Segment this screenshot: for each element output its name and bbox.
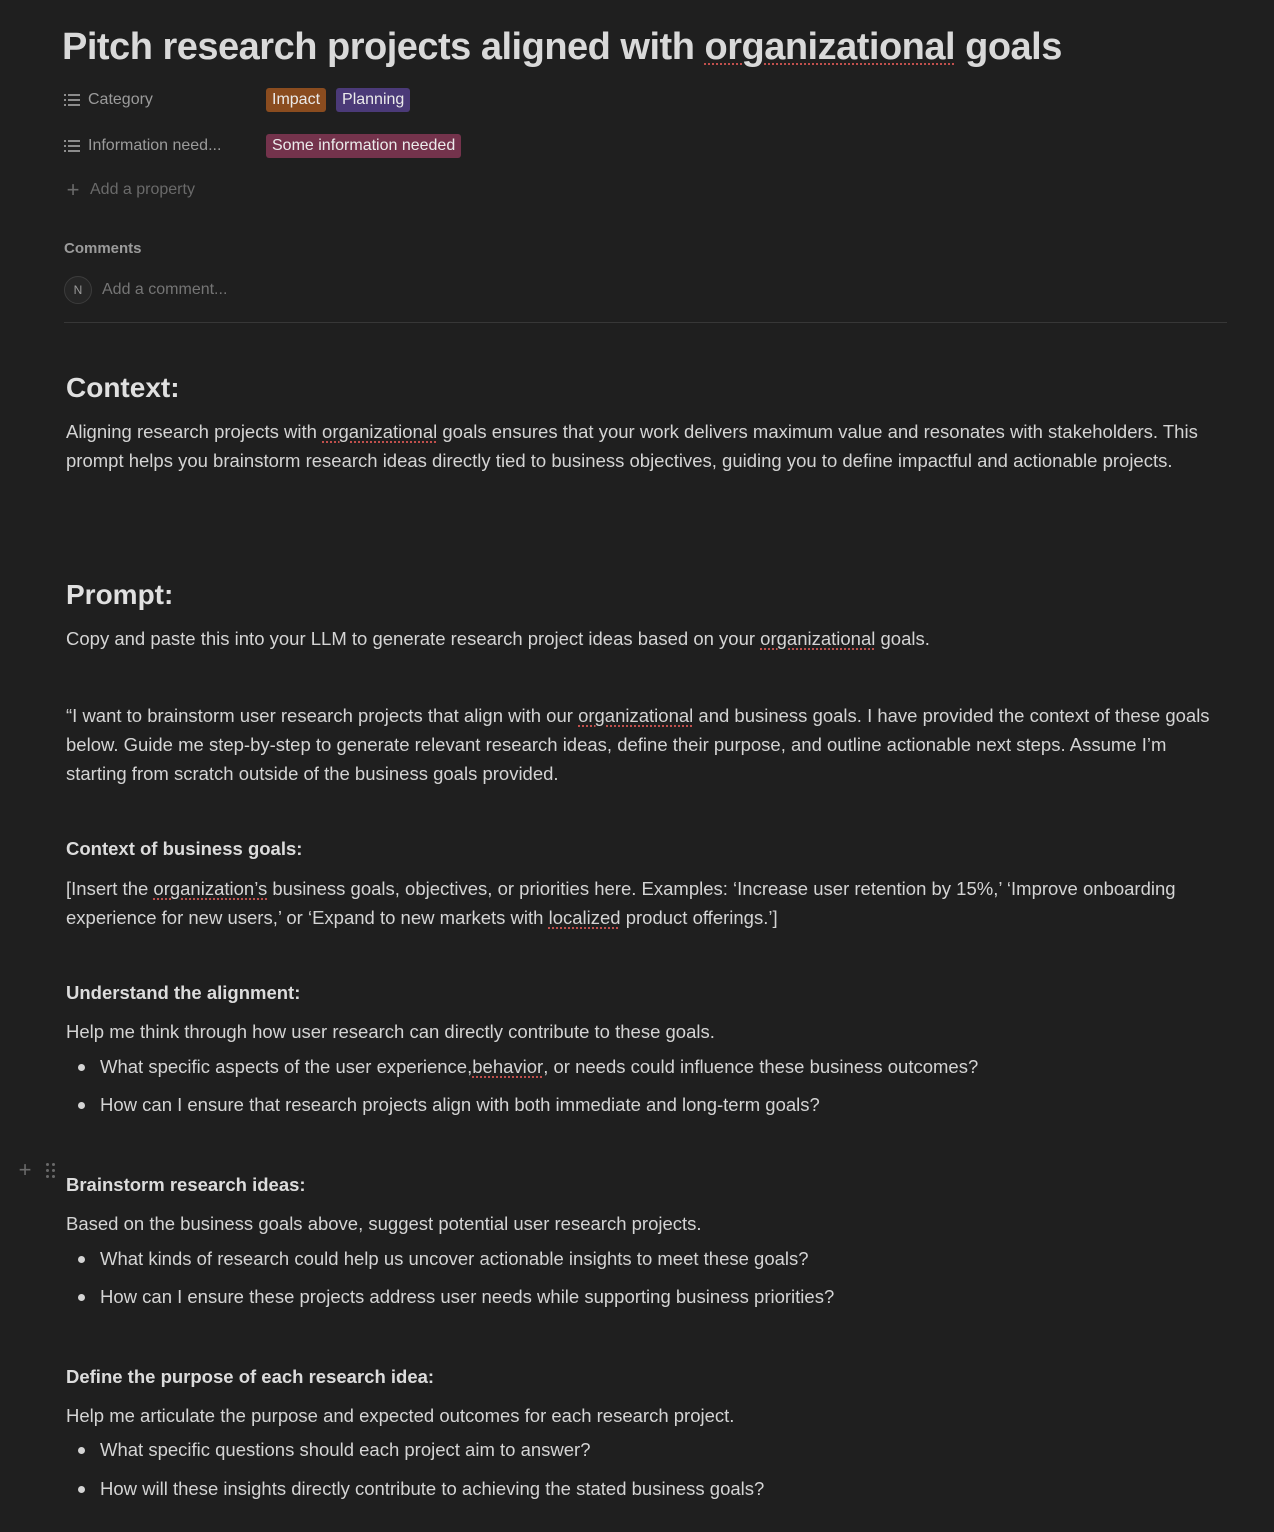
business-goals-text[interactable] <box>66 874 1226 932</box>
text: [Insert the <box>66 878 154 899</box>
brainstorm-text[interactable]: Based on the business goals above, suggest potential user research projects. <box>66 1213 702 1234</box>
text: and business goals. I have provided the context of these goals below. Guide me step-by-step to generate relevant research ideas, define their purpose, and outline actionable next steps. Assume I’m starting from scratch outside of the business goals provided. <box>66 705 1210 784</box>
purpose-text[interactable]: Help me articulate the purpose and expected outcomes for each research project. <box>66 1405 735 1426</box>
add-property-button[interactable] <box>64 177 195 202</box>
misspelled-word: localized <box>548 907 621 928</box>
text: What kinds of research could help us uncover actionable insights to meet these goals? <box>100 1248 809 1269</box>
title-misspelled-word: organizational <box>704 26 956 68</box>
list-item[interactable] <box>78 1478 764 1500</box>
text: Aligning research projects with <box>66 421 323 442</box>
prompt-heading[interactable]: Prompt: <box>66 579 174 610</box>
tag-planning: Planning <box>336 88 410 112</box>
avatar: N <box>64 276 92 304</box>
text: business goals, objectives, or priorities here. Examples: ‘Increase user retention by 15%,’ ‘Improve onboarding experience for new users,’ or ‘Expand to new markets with <box>66 878 1176 928</box>
property-label-category[interactable] <box>64 91 266 109</box>
text: What specific aspects of the user experience, <box>100 1056 473 1077</box>
divider <box>64 322 1227 323</box>
list-icon <box>64 139 80 153</box>
text: Copy and paste this into your LLM to generate research project ideas based on your <box>66 628 761 649</box>
add-property-label: Add a property <box>90 181 195 198</box>
comment-composer <box>64 276 402 304</box>
text: , or needs could influence these business outcomes? <box>543 1056 979 1077</box>
tag-some-information-needed: Some information needed <box>266 134 461 158</box>
context-heading[interactable]: Context: <box>66 372 180 403</box>
bullet-dot <box>78 1486 85 1493</box>
misspelled-word: organizational <box>760 628 876 649</box>
misspelled-word: behavior <box>472 1056 544 1077</box>
alignment-heading[interactable]: Understand the alignment: <box>66 982 301 1003</box>
block-controls <box>16 1157 55 1182</box>
property-value-information-need[interactable] <box>266 134 471 158</box>
list-item[interactable] <box>78 1056 978 1078</box>
purpose-heading[interactable]: Define the purpose of each research idea: <box>66 1366 435 1387</box>
list-item[interactable] <box>78 1286 834 1308</box>
list-item[interactable] <box>78 1248 809 1270</box>
bullet-dot <box>78 1294 85 1301</box>
comments-heading: Comments <box>64 240 142 257</box>
text: How can I ensure these projects address user needs while supporting business priorities? <box>100 1286 835 1307</box>
page-title[interactable] <box>62 26 1062 69</box>
title-text: Pitch research projects aligned with <box>62 26 705 68</box>
list-icon <box>64 93 80 107</box>
text: product offerings.’] <box>620 907 778 928</box>
prompt-quote[interactable] <box>66 701 1226 788</box>
property-label-text: Information need... <box>88 137 222 154</box>
misspelled-word: organizational <box>578 705 694 726</box>
property-value-category[interactable] <box>266 88 420 112</box>
alignment-text[interactable]: Help me think through how user research can directly contribute to these goals. <box>66 1021 715 1042</box>
context-paragraph[interactable] <box>66 417 1226 475</box>
tag-impact: Impact <box>266 88 326 112</box>
misspelled-word: organizational <box>322 421 438 442</box>
bullet-dot <box>78 1256 85 1263</box>
business-goals-heading[interactable]: Context of business goals: <box>66 838 303 859</box>
misspelled-word: organization’s <box>153 878 268 899</box>
title-text-end: goals <box>955 26 1062 68</box>
text: How can I ensure that research projects align with both immediate and long-term goals? <box>100 1094 820 1115</box>
prompt-intro[interactable] <box>66 624 1226 653</box>
text: “I want to brainstorm user research projects that align with our <box>66 705 579 726</box>
add-block-icon[interactable]: + <box>18 1157 32 1182</box>
text: How will these insights directly contribute to achieving the stated business goals? <box>100 1478 765 1499</box>
plus-icon: + <box>66 177 80 202</box>
brainstorm-heading[interactable]: Brainstorm research ideas: <box>66 1174 306 1195</box>
list-item[interactable] <box>78 1094 820 1116</box>
text: goals. <box>875 628 930 649</box>
comment-input[interactable] <box>102 281 402 299</box>
list-item[interactable] <box>78 1439 591 1461</box>
property-information-need <box>64 133 471 159</box>
bullet-dot <box>78 1447 85 1454</box>
drag-handle-icon[interactable] <box>46 1163 55 1178</box>
bullet-dot <box>78 1064 85 1071</box>
property-category <box>64 87 420 113</box>
property-label-information-need[interactable] <box>64 137 266 155</box>
text: What specific questions should each project aim to answer? <box>100 1439 591 1460</box>
property-label-text: Category <box>88 91 153 108</box>
text: goals ensures that your work delivers maximum value and resonates with stakeholders. This prompt helps you brainstorm research ideas directly tied to business objectives, guiding you to define impactful and actionable projects. <box>66 421 1198 471</box>
bullet-dot <box>78 1102 85 1109</box>
